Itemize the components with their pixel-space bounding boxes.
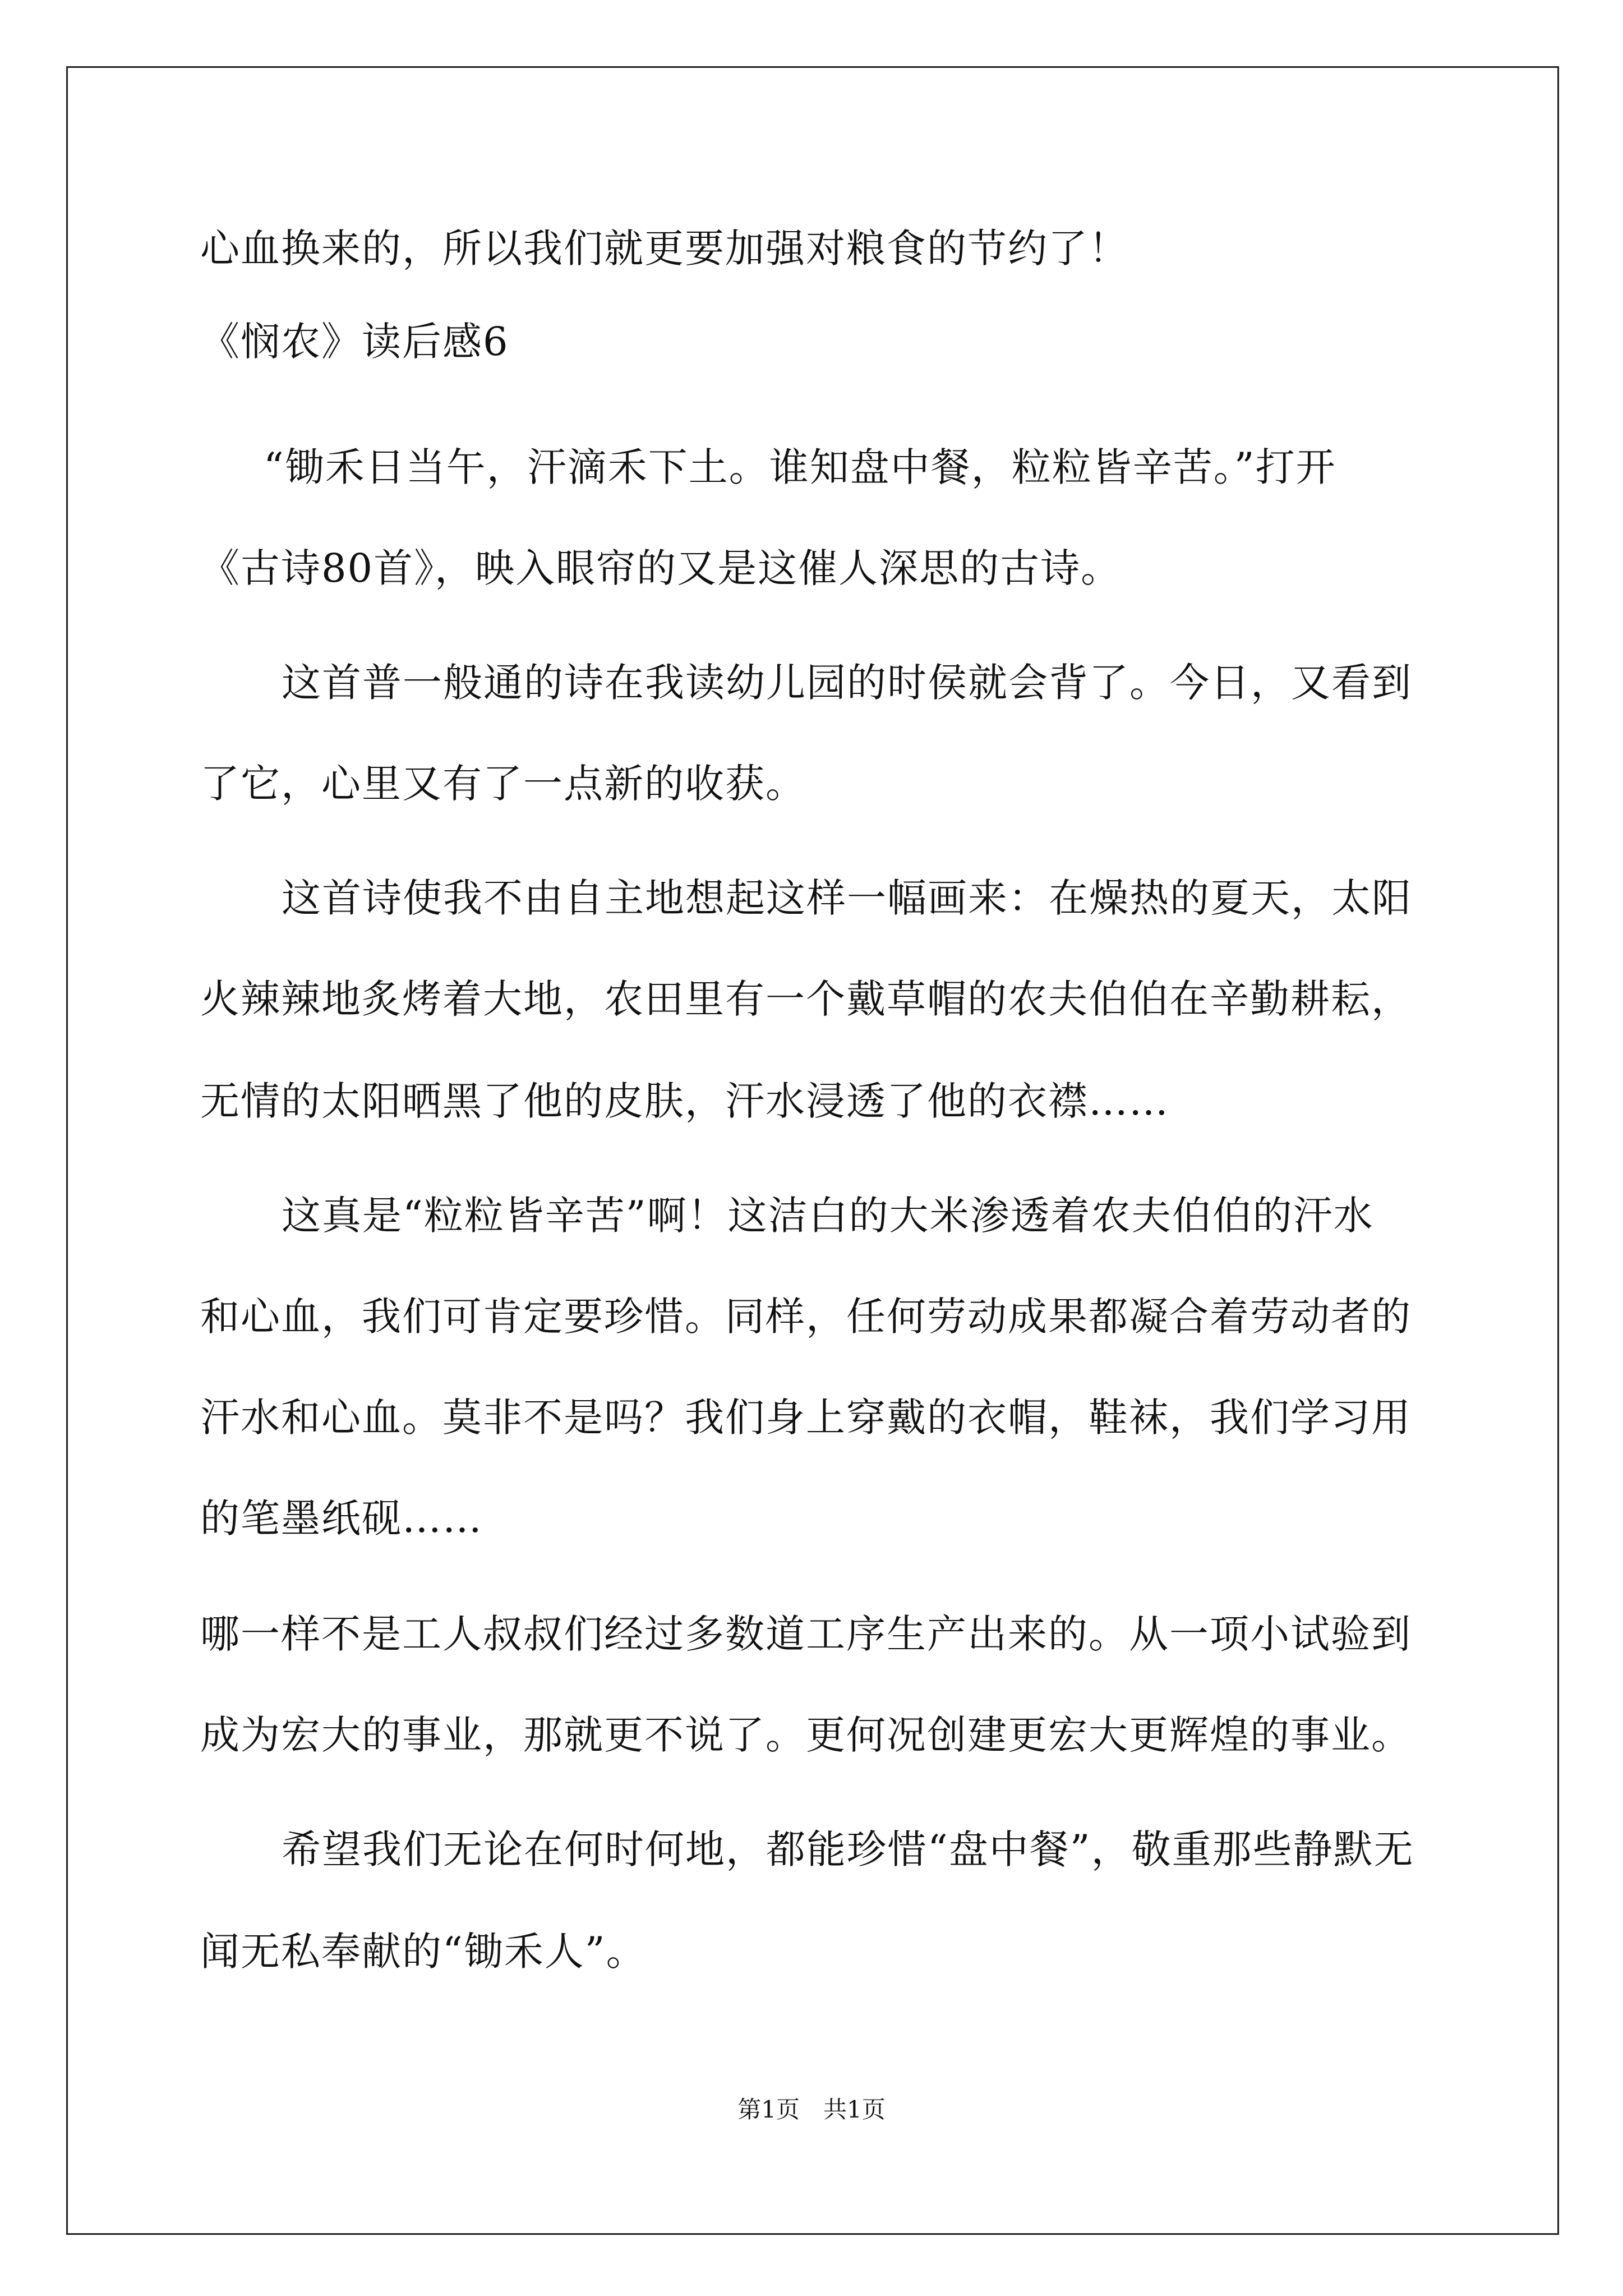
section-heading: 《悯农》读后感6	[200, 319, 509, 365]
text-line: 的笔墨纸砚……	[200, 1496, 483, 1542]
page-border	[66, 66, 1559, 2235]
page-footer: 第1页 共1页	[737, 2096, 886, 2123]
text-line: 这首诗使我不由自主地想起这样一幅画来：在燥热的夏天，太阳	[282, 875, 1412, 921]
text-line: 成为宏大的事业，那就更不说了。更何况创建更宏大更辉煌的事业。	[200, 1712, 1412, 1758]
text-line: 《古诗80首》，映入眼帘的又是这催人深思的古诗。	[200, 545, 1122, 591]
text-line: 汗水和心血。莫非不是吗？我们身上穿戴的衣帽，鞋袜，我们学习用	[200, 1395, 1412, 1441]
text-line: 这首普一般通的诗在我读幼儿园的时侯就会背了。今日，又看到	[282, 660, 1412, 706]
text-line: 火辣辣地炙烤着大地，农田里有一个戴草帽的农夫伯伯在辛勤耕耘，	[200, 976, 1412, 1022]
text-line: 和心血，我们可肯定要珍惜。同样，任何劳动成果都凝合着劳动者的	[200, 1294, 1412, 1340]
text-line: 这真是“粒粒皆辛苦”啊！这洁白的大米渗透着农夫伯伯的汗水	[282, 1193, 1374, 1239]
text-line: 无情的太阳晒黑了他的皮肤，汗水浸透了他的衣襟……	[200, 1078, 1169, 1124]
text-line: 闻无私奉献的“锄禾人”。	[200, 1929, 647, 1975]
text-line: 心血换来的，所以我们就更要加强对粮食的节约了！	[200, 226, 1129, 272]
text-line: 希望我们无论在何时何地，都能珍惜“盘中餐”，敬重那些静默无	[282, 1826, 1414, 1872]
text-line: 了它，心里又有了一点新的收获。	[200, 761, 806, 807]
text-line: 哪一样不是工人叔叔们经过多数道工序生产出来的。从一项小试验到	[200, 1611, 1412, 1657]
text-line: “锄禾日当午，汗滴禾下土。谁知盘中餐，粒粒皆辛苦。”打开	[264, 444, 1336, 490]
